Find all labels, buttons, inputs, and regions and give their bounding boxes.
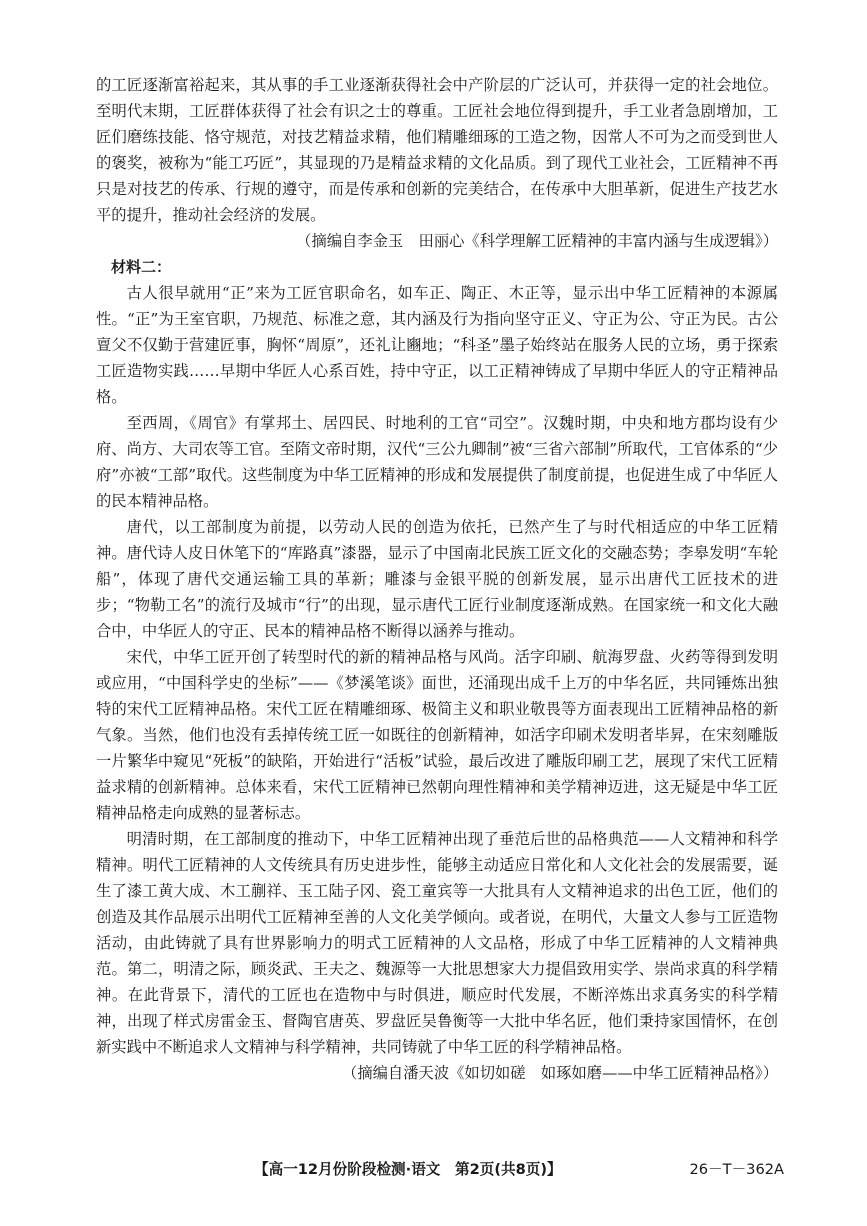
material-two-heading: 材料二： [111, 258, 172, 276]
exam-title: 【高一12月份阶段检测·语文 第2页(共8页)】 [254, 1161, 562, 1178]
paragraph-zheng: 古人很早就用“正”来为工匠官职命名，如车正、陶正、木正等，显示出中华工匠精神的本源属性。“正”为王室官职，乃规范、标准之意，其内涵及行为指向坚守正义、守正为公、守正为民。古公亶父不仅勤于营建匠事，胸怀“周原”，还礼让豳地；“科圣”墨子始终站在服务人民的立场，勇于探索工匠造物实践……早期中华匠人心系百姓，持中守正，以工正精神铸成了早期中华匠人的守正精神品格。 [96, 284, 778, 406]
source-citation-1: （摘编自李金玉 田丽心《科学理解工匠精神的丰富内涵与生成逻辑》） [296, 232, 778, 250]
page-body [96, 72, 778, 1086]
continued-paragraph: 的工匠逐渐富裕起来，其从事的手工业逐渐获得社会中产阶层的广泛认可，并获得一定的社会地位。至明代末期，工匠群体获得了社会有识之士的尊重。工匠社会地位得到提升，手工业者急剧增加，工匠们磨练技能、恪守规范，对技艺精益求精，他们精雕细琢的工造之物，因常人不可为之而受到世人的褒奖，被称为“能工巧匠”，其显现的乃是精益求精的文化品质。到了现代工业社会，工匠精神不再只是对技艺的传承、行规的遵守，而是传承和创新的完美结合，在传承中大胆革新，促进生产技艺水平的提升，推动社会经济的发展。 [96, 76, 778, 224]
source-citation-2: （摘编自潘天波《如切如磋 如琢如磨——中华工匠精神品格》） [342, 1064, 778, 1082]
paragraph-tang: 唐代，以工部制度为前提，以劳动人民的创造为依托，已然产生了与时代相适应的中华工匠精神。唐代诗人皮日休笔下的“库路真”漆器，显示了中国南北民族工匠文化的交融态势；李皋发明“车轮船”，体现了唐代交通运输工具的革新；雕漆与金银平脱的创新发展，显示出唐代工匠技术的进步；“物勒工名”的流行及城市“行”的出现，显示唐代工匠行业制度逐渐成熟。在国家统一和文化大融合中，中华匠人的守正、民本的精神品格不断得以涵养与推动。 [96, 518, 778, 640]
exam-code: 26－T－362A [689, 1161, 784, 1178]
paragraph-western-zhou: 至西周，《周官》有掌邦土、居四民、时地利的工官“司空”。汉魏时期，中央和地方郡均设有少府、尚方、大司农等工官。至隋文帝时期，汉代“三公九卿制”被“三省六部制”所取代，工官体系的“少府”亦被“工部”取代。这些制度为中华工匠精神的形成和发展提供了制度前提，也促进生成了中华匠人的民本精神品格。 [96, 414, 778, 510]
paragraph-song: 宋代，中华工匠开创了转型时代的新的精神品格与风尚。活字印刷、航海罗盘、火药等得到发明或应用，“中国科学史的坐标”——《梦溪笔谈》面世，还涌现出成千上万的中华名匠，共同锤炼出独特的宋代工匠精神品格。宋代工匠在精雕细琢、极简主义和职业敬畏等方面表现出工匠精神品格的新气象。当然，他们也没有丢掉传统工匠一如既往的创新精神，如活字印刷术发明者毕昇，在宋刻雕版一片繁华中窥见“死板”的缺陷，开始进行“活板”试验，最后改进了雕版印刷工艺，展现了宋代工匠精益求精的创新精神。总体来看，宋代工匠精神已然朝向理性精神和美学精神迈进，这无疑是中华工匠精神品格走向成熟的显著标志。 [96, 648, 778, 822]
paragraph-ming-qing: 明清时期，在工部制度的推动下，中华工匠精神出现了垂范后世的品格典范——人文精神和科学精神。明代工匠精神的人文传统具有历史进步性，能够主动适应日常化和人文化社会的发展需要，诞生了漆工黄大成、木工蒯祥、玉工陆子冈、瓷工童宾等一大批具有人文精神追求的出色工匠，他们的创造及其作品展示出明代工匠精神至善的人文化美学倾向。或者说，在明代，大量文人参与工匠造物活动，由此铸就了具有世界影响力的明式工匠精神的人文品格，形成了中华工匠精神的人文精神典范。第二，明清之际，顾炎武、王夫之、魏源等一大批思想家大力提倡致用实学、崇尚求真的科学精神。在此背景下，清代的工匠也在造物中与时俱进，顺应时代发展，不断淬炼出求真务实的科学精神，出现了样式房雷金玉、督陶官唐英、罗盘匠吴鲁衡等一大批中华名匠，他们秉持家国情怀，在创新实践中不断追求人文精神与科学精神，共同铸就了中华工匠的科学精神品格。 [96, 830, 778, 1056]
page-footer [254, 1158, 784, 1179]
